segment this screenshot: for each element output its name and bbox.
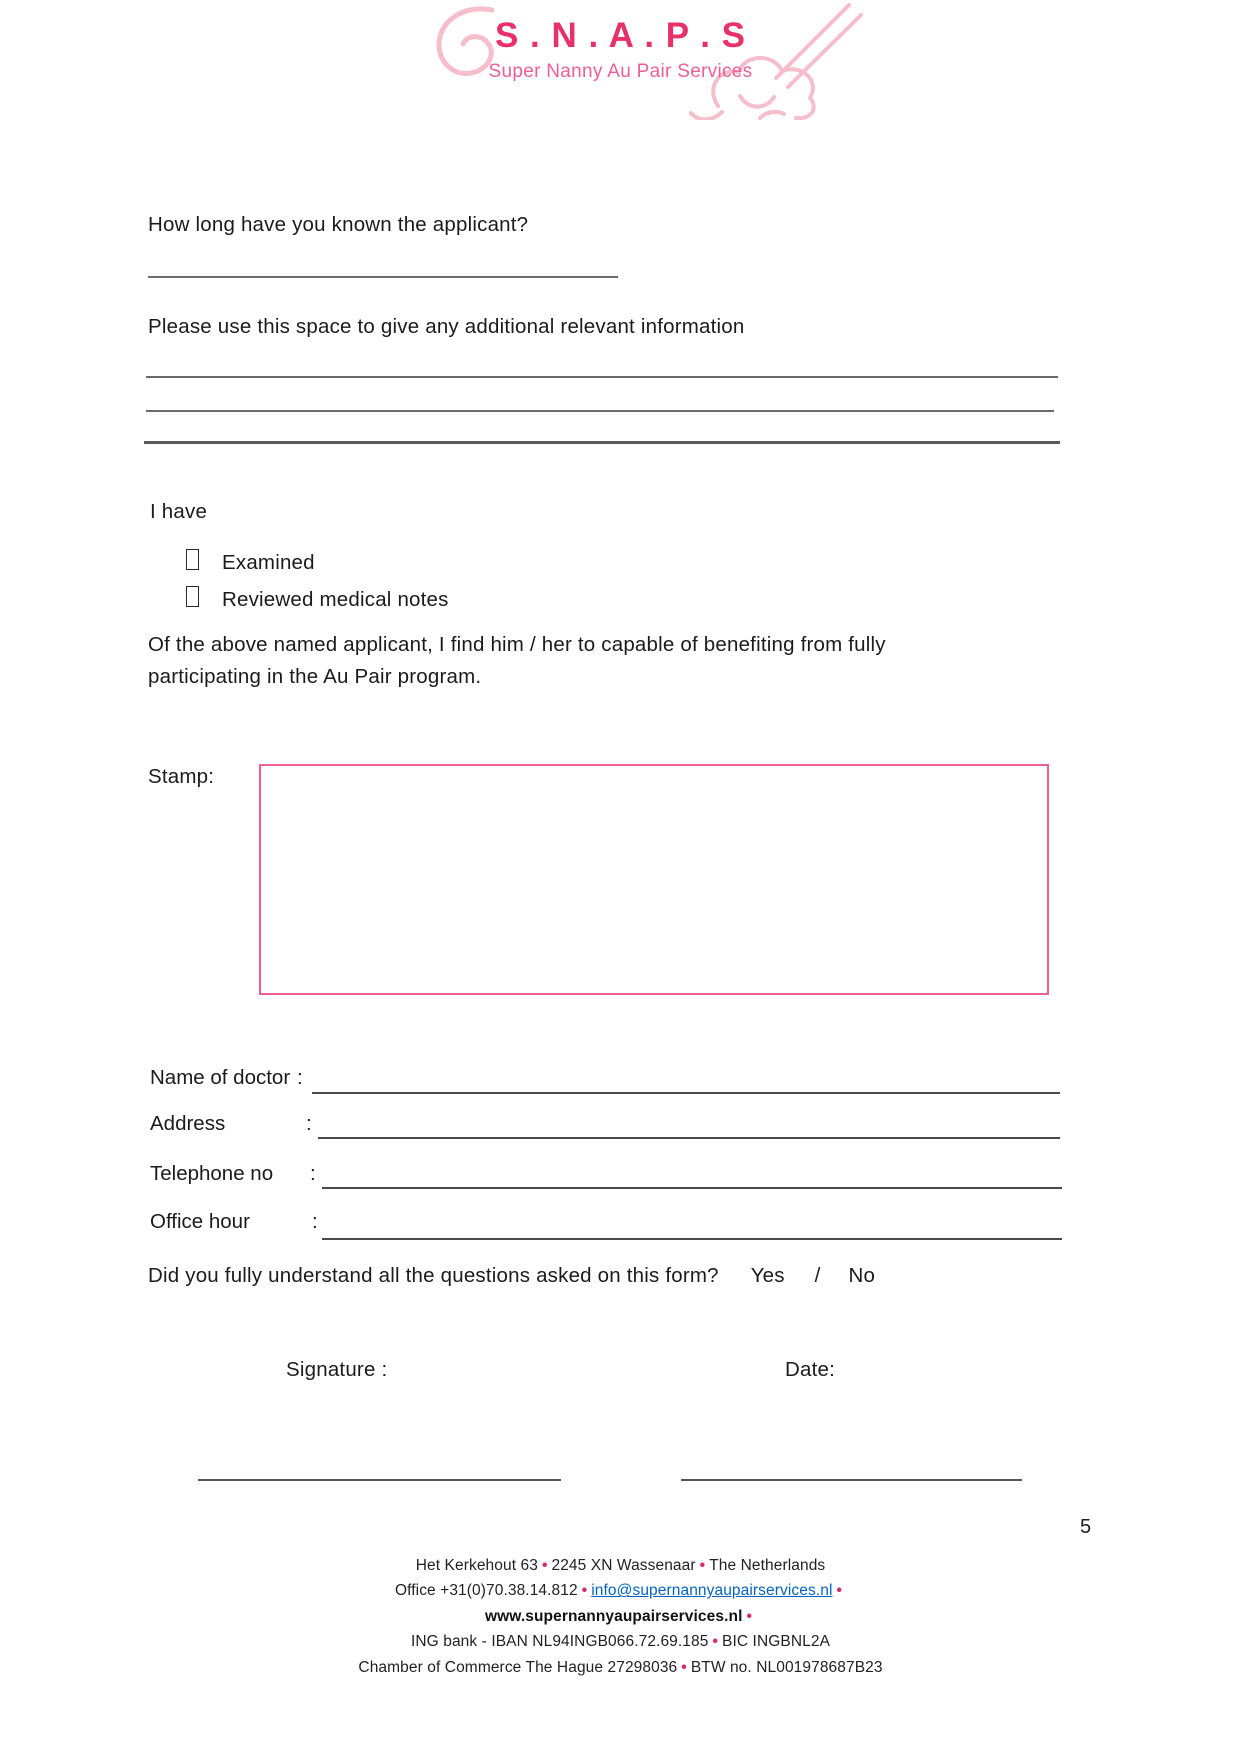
footer-email-link[interactable]: info@supernannyaupairservices.nl [591, 1582, 833, 1600]
footer-country: The Netherlands [709, 1557, 826, 1574]
footer [0, 1553, 1241, 1680]
doctor-telephone-colon: : [310, 1162, 316, 1185]
checkbox-reviewed-medical-notes[interactable] [186, 586, 199, 607]
footer-contact-line [0, 1578, 1241, 1603]
question-how-long-known: How long have you known the applicant? [148, 213, 529, 236]
doctor-office-hour-input-line[interactable] [322, 1238, 1062, 1240]
footer-iban: ING bank - IBAN NL94INGB066.72.69.185 [410, 1633, 709, 1651]
stamp-label: Stamp: [148, 765, 215, 788]
additional-info-line-2[interactable] [146, 410, 1054, 412]
doctor-office-hour-label: Office hour [150, 1210, 250, 1233]
bullet-icon: • [712, 1633, 719, 1651]
answer-line-how-long-known[interactable] [148, 276, 618, 278]
page-number: 5 [1080, 1516, 1092, 1538]
question-additional-info: Please use this space to give any additional relevant information [148, 315, 745, 338]
statement-line-2: participating in the Au Pair program. [148, 665, 482, 688]
doctor-telephone-input-line[interactable] [322, 1187, 1062, 1189]
logo-tagline: Super Nanny Au Pair Services [488, 61, 753, 82]
footer-btw-number: BTW no. NL001978687B23 [690, 1658, 883, 1676]
doctor-name-colon: : [297, 1066, 303, 1089]
yes-option[interactable]: Yes [750, 1264, 785, 1287]
footer-website-line [0, 1604, 1241, 1629]
doctor-address-colon: : [306, 1112, 312, 1135]
doctor-name-label: Name of doctor [150, 1066, 291, 1089]
footer-website: www.supernannyaupairservices.nl [484, 1607, 743, 1625]
bullet-icon: • [581, 1582, 588, 1600]
doctor-telephone-label: Telephone no [150, 1162, 274, 1185]
statement-line-1: Of the above named applicant, I find him / her to capable of benefiting from fully [148, 633, 886, 656]
additional-info-line-3[interactable] [144, 441, 1060, 444]
footer-postal-city: 2245 XN Wassenaar [551, 1557, 696, 1574]
i-have-label: I have [150, 500, 208, 523]
question-understand: Did you fully understand all the questions asked on this form? [148, 1264, 719, 1287]
footer-address-line [0, 1553, 1241, 1578]
footer-commerce-line [0, 1655, 1241, 1680]
date-label: Date: [785, 1358, 835, 1381]
bullet-icon: • [836, 1582, 843, 1600]
bullet-icon: • [681, 1658, 687, 1676]
signature-label: Signature : [286, 1358, 388, 1381]
footer-chamber-of-commerce: Chamber of Commerce The Hague 27298036 [358, 1658, 678, 1676]
logo-acronym: S . N . A . P . S [494, 16, 747, 55]
bullet-icon: • [746, 1607, 753, 1625]
footer-bank-line [0, 1629, 1241, 1654]
doctor-address-input-line[interactable] [318, 1137, 1060, 1139]
checkbox-examined-label: Examined [222, 551, 315, 574]
additional-info-line-1[interactable] [146, 376, 1058, 378]
checkbox-reviewed-medical-notes-label: Reviewed medical notes [222, 588, 449, 611]
footer-office-phone: Office +31(0)70.38.14.812 [394, 1582, 578, 1600]
footer-street: Het Kerkehout 63 [415, 1557, 538, 1574]
yes-no-slash: / [814, 1264, 821, 1287]
doctor-name-input-line[interactable] [312, 1092, 1060, 1094]
doctor-office-hour-colon: : [312, 1210, 318, 1233]
bullet-icon: • [541, 1557, 548, 1574]
bullet-icon: • [699, 1557, 706, 1574]
signature-line[interactable] [198, 1479, 561, 1481]
no-option[interactable]: No [848, 1264, 876, 1287]
doctor-address-label: Address [150, 1112, 226, 1135]
question-understand-row [148, 1264, 875, 1288]
checkbox-examined[interactable] [186, 549, 199, 570]
stamp-box[interactable] [259, 764, 1049, 995]
date-line[interactable] [681, 1479, 1022, 1481]
footer-bic: BIC INGBNL2A [722, 1633, 831, 1651]
